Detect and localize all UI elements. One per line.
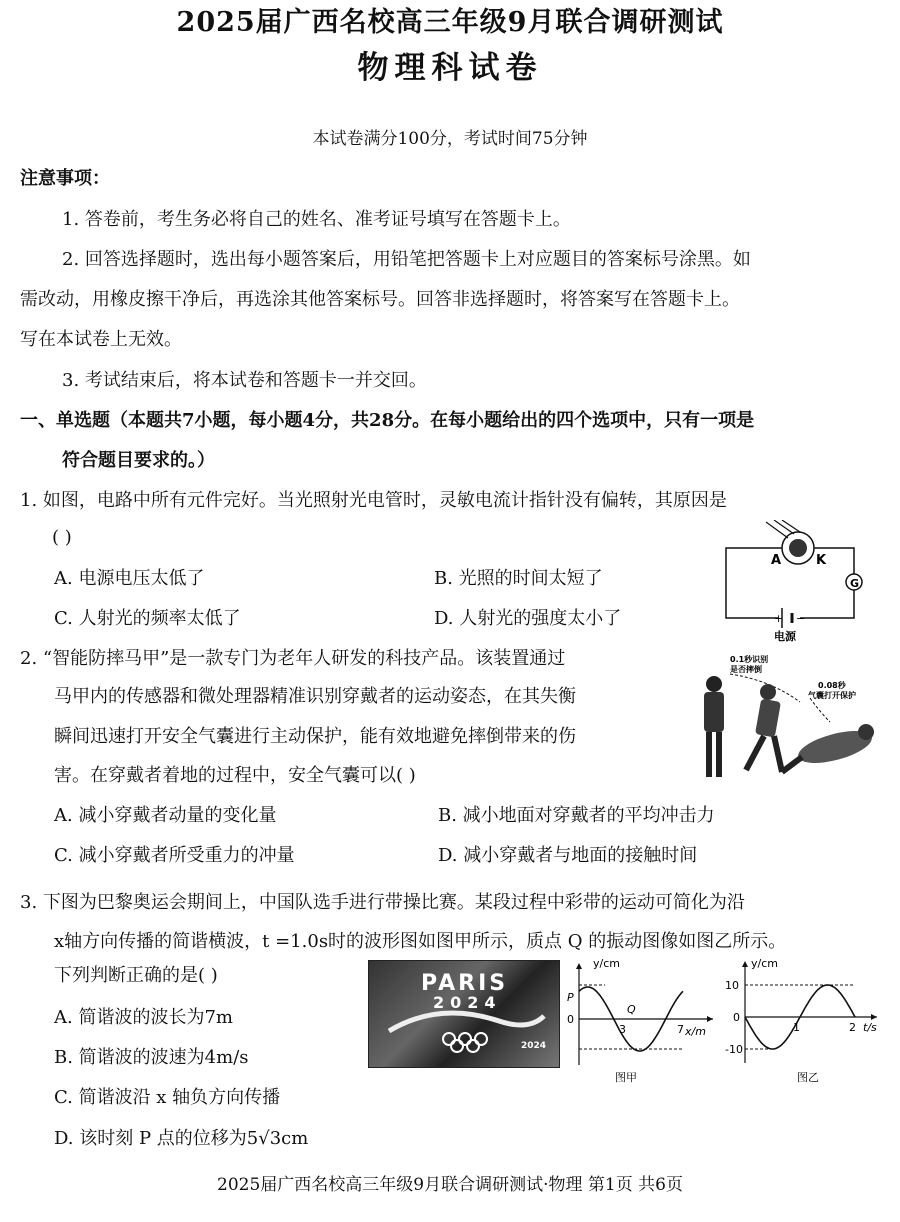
vib-ylabel: y/cm: [751, 957, 778, 970]
vib-tick-neg10: -10: [725, 1043, 743, 1056]
photo-text-2024: 2024: [433, 993, 502, 1012]
note-1: 1. 答卷前，考生务必将自己的姓名、准考证号填写在答题卡上。: [62, 209, 571, 230]
exam-title: 2025届广西名校高三年级9月联合调研测试: [176, 7, 724, 38]
q3-stem-line2: x轴方向传播的简谐横波，t =1.0s时的波形图如图甲所示，质点 Q 的振动图像如图乙所示。: [54, 931, 787, 952]
power-source-label: 电源: [774, 630, 796, 643]
light-ray-1: [766, 522, 788, 538]
q1-option-d: D. 人射光的强度太小了: [434, 608, 622, 629]
light-ray-2: [774, 520, 794, 534]
vib-xlabel: t/s: [863, 1021, 877, 1034]
vib-tick-1: 1: [793, 1021, 800, 1034]
person-falling-icon: [746, 684, 782, 772]
q3-vibration-graph: [725, 955, 885, 1085]
q2-option-d: D. 减小穿戴者与地面的接触时间: [438, 845, 698, 866]
wave-origin: 0: [567, 1013, 574, 1026]
wave-point-p: P: [567, 991, 574, 1004]
wave-x-arrow: [707, 1016, 713, 1022]
wave-point-q: Q: [627, 1003, 636, 1016]
wave-y-arrow: [576, 963, 582, 969]
q3-olympic-photo: [368, 960, 560, 1068]
q2-option-a: A. 减小穿戴者动量的变化量: [54, 805, 277, 826]
q3-option-c: C. 简谐波沿 x 轴负方向传播: [54, 1087, 281, 1108]
note-3: 3. 考试结束后，将本试卷和答题卡一并交回。: [62, 370, 427, 391]
q2-option-b: B. 减小地面对穿戴者的平均冲击力: [438, 805, 715, 826]
q3-stem-line3: 下列判断正确的是( ): [54, 965, 218, 986]
galvanometer-label: G: [850, 577, 860, 590]
vest-arrow-2: [810, 698, 830, 722]
q2-stem-line3: 瞬间迅速打开安全气囊进行主动保护，能有效地避免摔倒带来的伤: [54, 726, 576, 747]
wave-tick-3: 3: [619, 1023, 626, 1036]
exam-info: 本试卷满分100分，考试时间75分钟: [312, 129, 588, 149]
q1-answer-blank: ( ): [52, 527, 72, 548]
cathode-label: K: [816, 553, 827, 568]
battery-minus: −: [796, 612, 806, 625]
section-1-heading-cont: 符合题目要求的。）: [62, 450, 215, 471]
q2-option-c: C. 减小穿戴者所受重力的冲量: [54, 845, 295, 866]
note-2-line2: 需改动，用橡皮擦干净后，再选涂其他答案标号。回答非选择题时，将答案写在答题卡上。: [20, 289, 740, 310]
vib-origin: 0: [733, 1011, 740, 1024]
vest-label-2a: 0.08秒: [818, 681, 846, 690]
q1-stem: 1. 如图，电路中所有元件完好。当光照射光电管时，灵敏电流计指针没有偏转，其原因是: [20, 490, 727, 511]
subject-title: 物理科试卷: [357, 50, 543, 86]
vest-label-1b: 是否摔倒: [730, 665, 762, 674]
phototube-cathode: [789, 539, 807, 557]
gymnast-silhouette-icon: [379, 1001, 549, 1041]
vib-y-arrow: [742, 961, 748, 967]
note-2-line1: 2. 回答选择题时，选出每小题答案后，用铅笔把答题卡上对应题目的答案标号涂黑。如: [62, 249, 751, 270]
q2-stem-line2: 马甲内的传感器和微处理器精准识别穿戴者的运动姿态，在其失衡: [54, 686, 576, 707]
photo-text-2024-small: 2024: [521, 1041, 547, 1051]
q2-vest-figure: [690, 652, 880, 782]
wave-ylabel: y/cm: [593, 957, 620, 970]
vib-caption: 图乙: [797, 1071, 819, 1084]
wave-tick-7: 7: [677, 1023, 684, 1036]
q3-stem-line1: 3. 下图为巴黎奥运会期间上，中国队选手进行带操比赛。某段过程中彩带的运动可简化为沿: [20, 892, 745, 913]
note-2-line3: 写在本试卷上无效。: [20, 329, 182, 350]
light-ray-3: [782, 520, 800, 532]
page-footer: 2025届广西名校高三年级9月联合调研测试·物理 第1页 共6页: [217, 1175, 683, 1195]
vib-tick-10: 10: [725, 979, 739, 992]
vib-x-arrow: [871, 1014, 877, 1020]
q3-option-b: B. 简谐波的波速为4m/s: [54, 1047, 249, 1068]
anode-label: A: [771, 553, 782, 568]
vest-label-2b: 气囊打开保护: [808, 691, 856, 700]
q1-option-c: C. 人射光的频率太低了: [54, 608, 241, 629]
q1-circuit-figure: [718, 520, 878, 645]
person-standing-icon: [704, 676, 724, 777]
q3-option-a: A. 简谐波的波长为7m: [54, 1007, 233, 1028]
vest-label-1a: 0.1秒识别: [730, 655, 769, 664]
notes-heading: 注意事项：: [20, 168, 110, 189]
section-1-heading: 一、单选题（本题共7小题，每小题4分，共28分。在每小题给出的四个选项中，只有一项是: [20, 410, 755, 431]
wave-xlabel: x/m: [685, 1025, 706, 1038]
q3-option-d: D. 该时刻 P 点的位移为5√3cm: [54, 1128, 309, 1149]
vib-tick-2: 2: [849, 1021, 856, 1034]
battery-plus: +: [774, 612, 784, 625]
q1-option-a: A. 电源电压太低了: [54, 568, 205, 589]
person-airbag-icon: [782, 724, 875, 772]
wave-caption: 图甲: [615, 1071, 637, 1084]
q2-stem-line1: 2. “智能防摔马甲”是一款专门为老年人研发的科技产品。该装置通过: [20, 648, 566, 669]
photo-text-paris: PARIS: [421, 971, 509, 996]
q1-option-b: B. 光照的时间太短了: [434, 568, 603, 589]
q3-wave-graph: [565, 955, 720, 1085]
q2-stem-line4: 害。在穿戴者着地的过程中，安全气囊可以( ): [54, 765, 416, 786]
